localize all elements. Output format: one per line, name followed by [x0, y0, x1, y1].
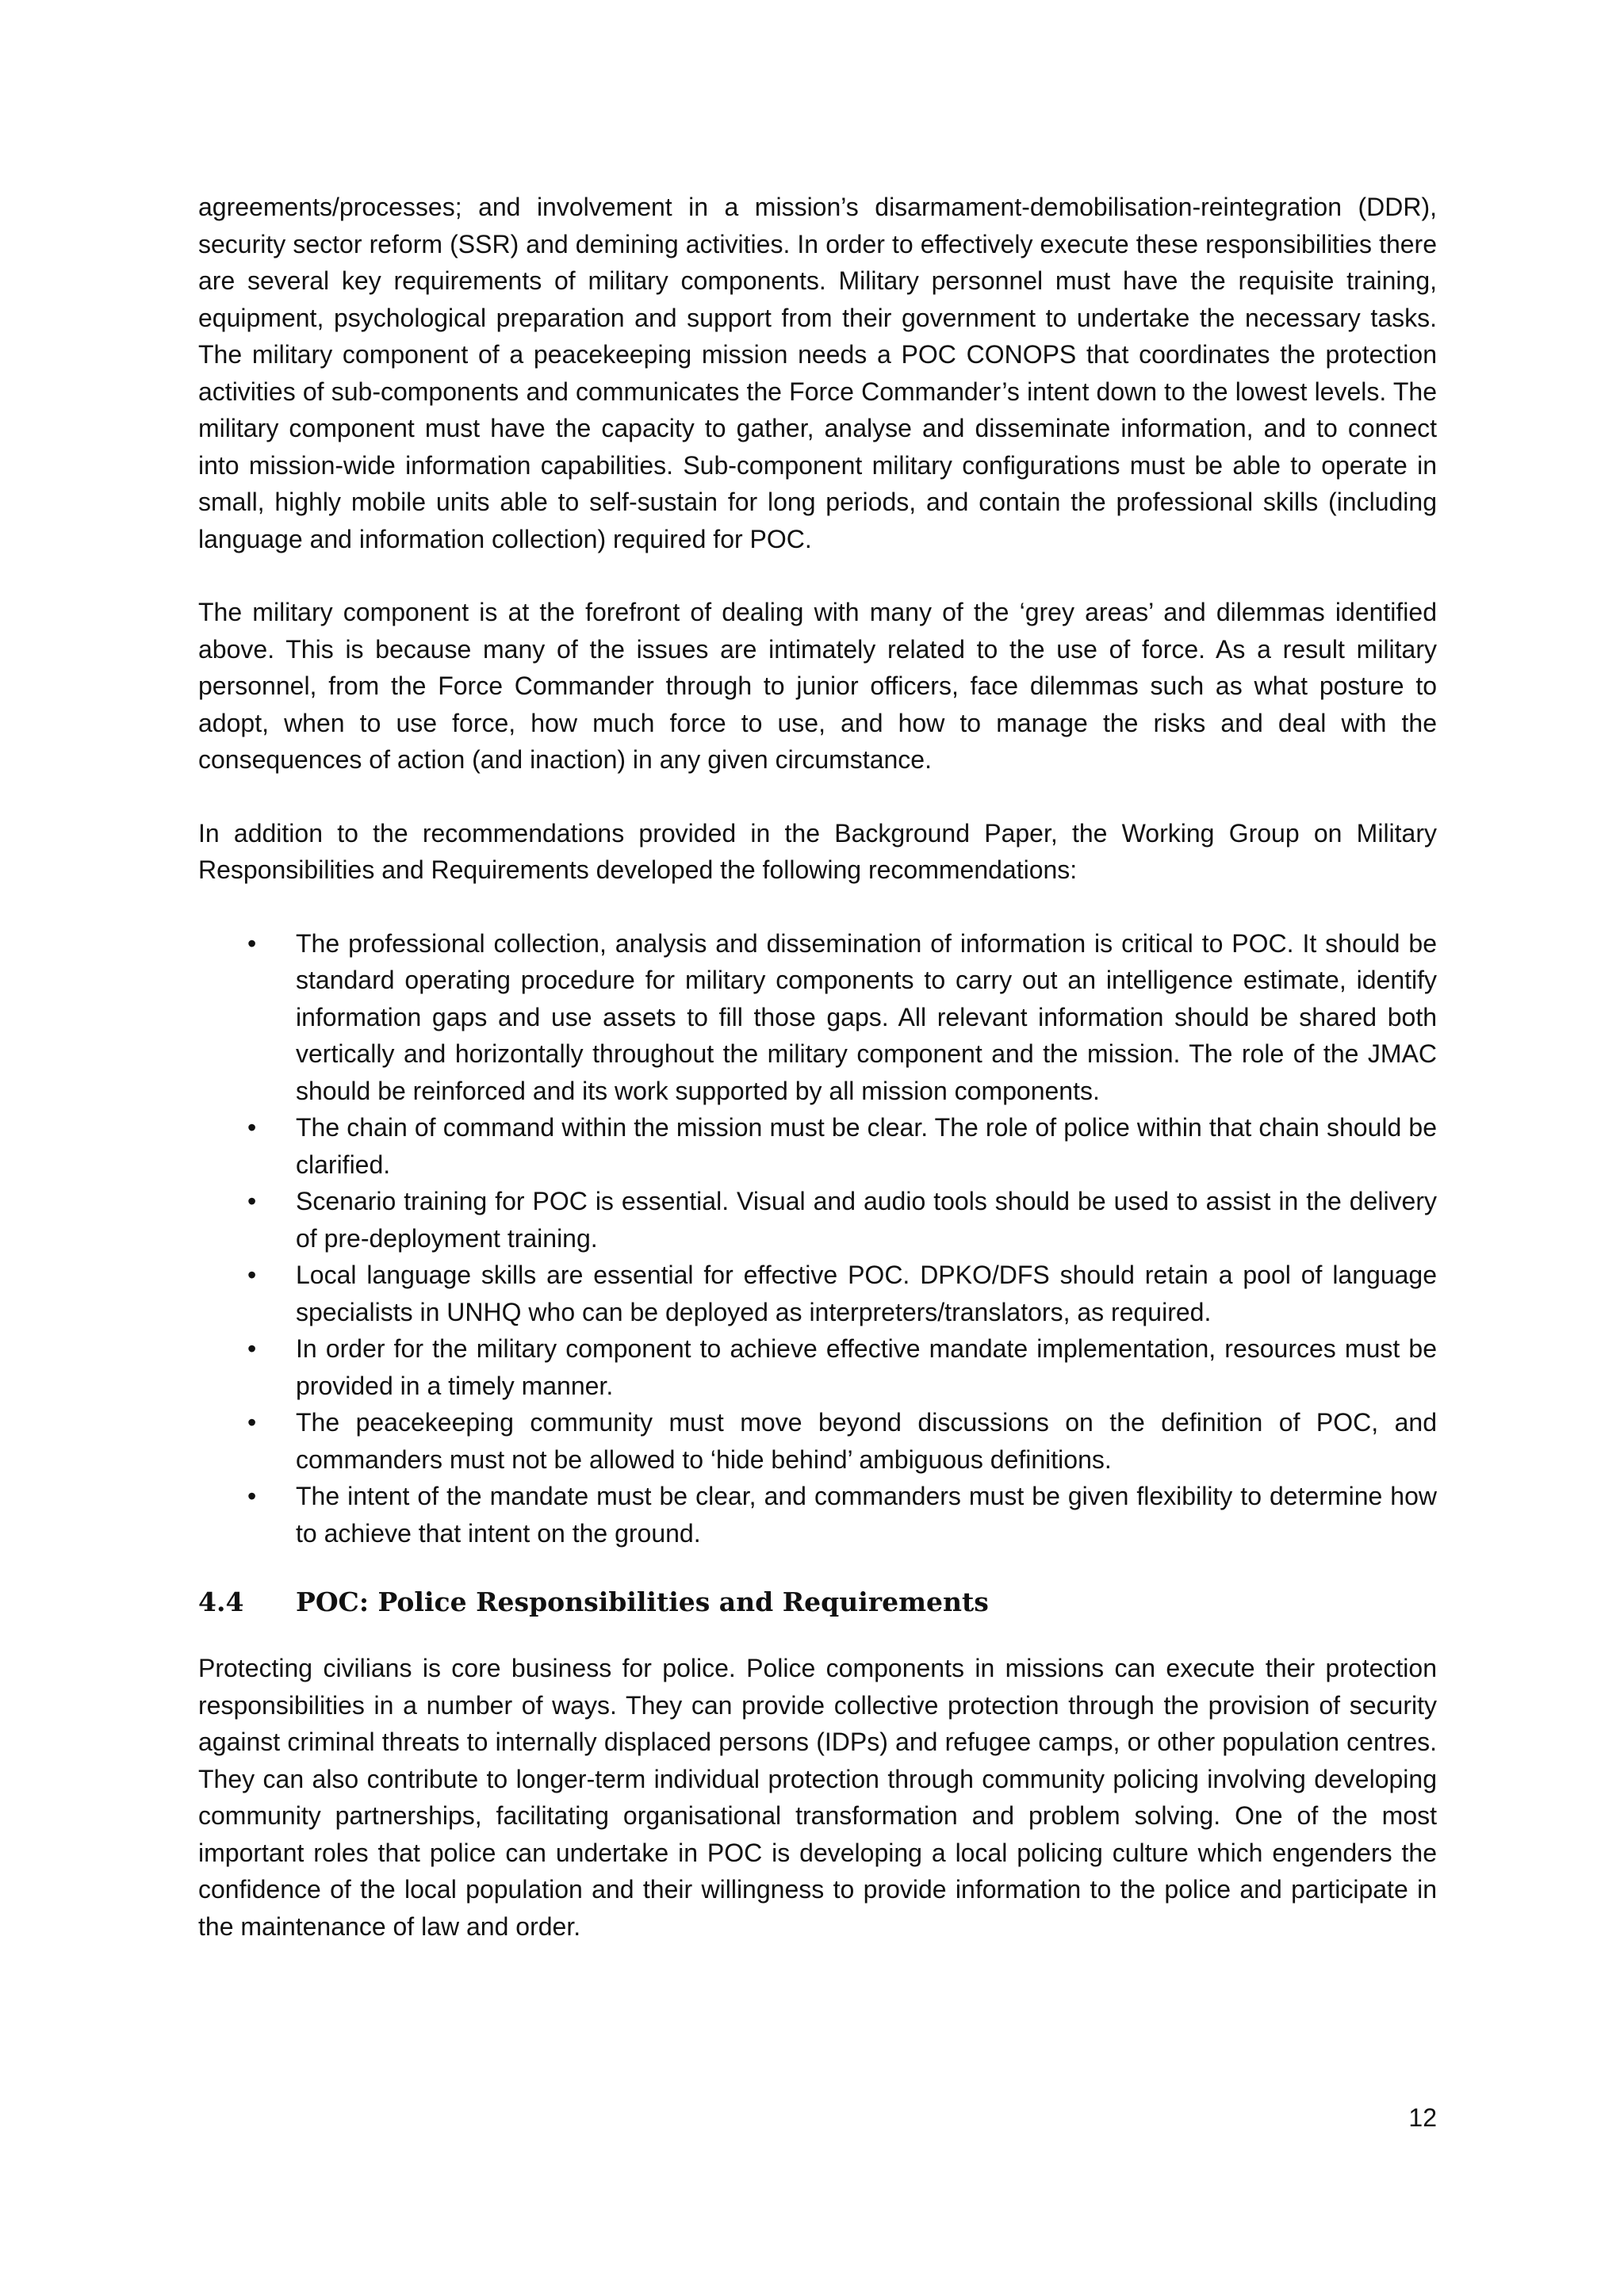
- paragraph-recommendations-intro: In addition to the recommendations provided in the Background Paper, the Working Group on Military Responsibilities and Requirements developed the following recommendations:: [198, 818, 1437, 884]
- list-item: [198, 1330, 1437, 1404]
- bullet-icon: •: [247, 1113, 257, 1142]
- list-item-text: The chain of command within the mission must be clear. The role of police within that chain should be clarified.: [296, 1113, 1437, 1179]
- list-item-text: In order for the military component to achieve effective mandate implementation, resources must be provided in a timely manner.: [296, 1334, 1437, 1400]
- bullet-icon: •: [247, 1261, 257, 1289]
- list-item: [198, 1404, 1437, 1478]
- page-number: 12: [1408, 2103, 1437, 2132]
- section-heading: [198, 1578, 1437, 1626]
- list-item-text: The professional collection, analysis and dissemination of information is critical to POC. It should be standard operating procedure for military components to carry out an intelligence estimate, identify information gaps and use assets to fill those gaps. All relevant information should be shared both vertically and horizontally throughout the military component and the mission. The role of the JMAC should be reinforced and its work supported by all mission components.: [296, 928, 1437, 1105]
- list-item-text: Local language skills are essential for effective POC. DPKO/DFS should retain a pool of language specialists in UNHQ who can be deployed as interpreters/translators, as required.: [296, 1261, 1437, 1326]
- bullet-icon: •: [247, 1408, 257, 1437]
- list-item-text: The peacekeeping community must move beyond discussions on the definition of POC, and commanders must not be allowed to ‘hide behind’ ambiguous definitions.: [296, 1408, 1437, 1474]
- list-item: [198, 1478, 1437, 1552]
- paragraph-police-protection: Protecting civilians is core business for police. Police components in missions can execute their protection responsibilities in a number of ways. They can provide collective protection through the provision of security against criminal threats to internally displaced persons (IDPs) and refugee camps, or other population centres. They can also contribute to longer-term individual protection through community policing involving developing community partnerships, facilitating organisational transformation and problem solving. One of the most important roles that police can undertake in POC is developing a local policing culture which engenders the confidence of the local population and their willingness to provide information to the police and participate in the maintenance of law and order.: [198, 1654, 1437, 1941]
- section-number: 4.4: [198, 1586, 244, 1617]
- list-item: [198, 1109, 1437, 1183]
- section-title: POC: Police Responsibilities and Requirements: [296, 1586, 989, 1617]
- list-item-text: The intent of the mandate must be clear, and commanders must be given flexibility to determine how to achieve that intent on the ground.: [296, 1482, 1437, 1548]
- document-page: [198, 189, 1437, 1945]
- list-item-text: Scenario training for POC is essential. Visual and audio tools should be used to assist in the delivery of pre-deployment training.: [296, 1187, 1437, 1253]
- list-item: [198, 925, 1437, 1110]
- recommendations-list: [198, 925, 1437, 1552]
- bullet-icon: •: [247, 928, 257, 958]
- bullet-icon: •: [247, 1334, 257, 1363]
- list-item: [198, 1257, 1437, 1330]
- paragraph-grey-areas: The military component is at the forefront of dealing with many of the ‘grey areas’ and dilemmas identified above. This is because many of the issues are intimately related to the use of force. As a result military personnel, from the Force Commander through to junior officers, face dilemmas such as what posture to adopt, when to use force, how much force to use, and how to manage the risks and deal with the consequences of action (and inaction) in any given circumstance.: [198, 598, 1437, 774]
- paragraph-military-requirements: agreements/processes; and involvement in a mission’s disarmament-demobilisation-reintegration (DDR), security sector reform (SSR) and demining activities. In order to effectively execute these responsibilities there are several key requirements of military components. Military personnel must have the requisite training, equipment, psychological preparation and support from their government to undertake the necessary tasks. The military component of a peacekeeping mission needs a POC CONOPS that coordinates the protection activities of sub-components and communicates the Force Commander’s intent down to the lowest levels. The military component must have the capacity to gather, analyse and disseminate information, and to connect into mission-wide information capabilities. Sub-component military configurations must be able to operate in small, highly mobile units able to self-sustain for long periods, and contain the professional skills (including language and information collection) required for POC.: [198, 193, 1437, 553]
- bullet-icon: •: [247, 1482, 257, 1510]
- bullet-icon: •: [247, 1187, 257, 1215]
- list-item: [198, 1183, 1437, 1257]
